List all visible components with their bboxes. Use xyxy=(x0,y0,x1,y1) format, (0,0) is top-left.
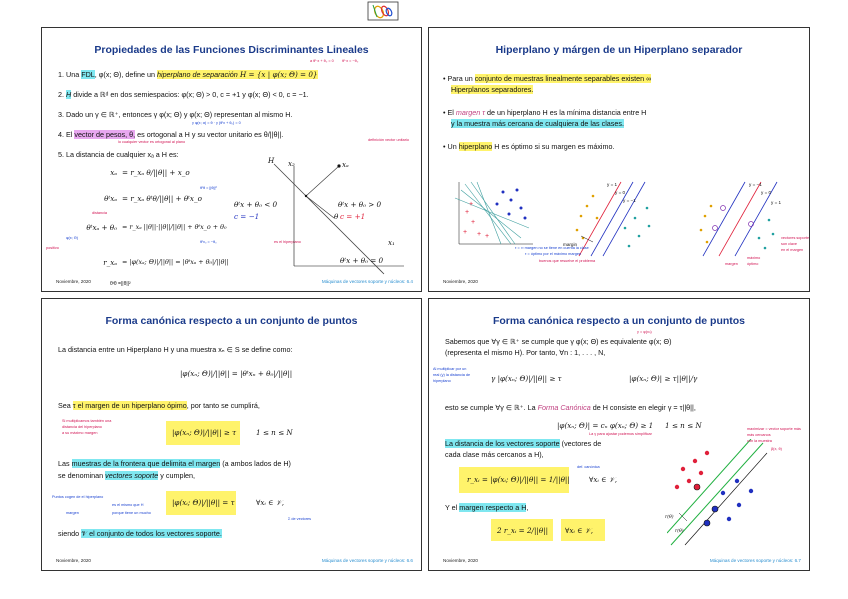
separators-plot xyxy=(451,178,539,250)
paragraph-4: La distancia de los vectores soporte (vectores de xyxy=(445,439,602,448)
annotation: Al multiplicar por un xyxy=(433,367,467,371)
annotation: máximo xyxy=(747,256,761,260)
annotation: a θᵗ·x + θ₀ = 0 xyxy=(310,59,334,63)
plot-label-y0: y = 0 xyxy=(615,190,626,195)
footer-scribble: θᵗθ =||θ||² xyxy=(110,281,131,287)
annotation: def. canónica xyxy=(577,465,600,469)
footer-page: Máquinas de vectores soporte y núcleos: 6.7 xyxy=(709,558,801,563)
annotation: en el margen xyxy=(781,248,804,252)
slide-title: Forma canónica respecto a un conjunto de puntos xyxy=(492,315,746,327)
hyperplane-figure xyxy=(234,156,416,276)
svg-text:+: + xyxy=(471,219,476,226)
annotation: son clave xyxy=(781,242,798,246)
annotation: positivo xyxy=(46,246,59,250)
annotation: distancia xyxy=(92,211,107,215)
svg-text:+: + xyxy=(477,231,482,238)
eq-lhs-2: θᵗxₐ xyxy=(104,194,117,203)
bullet-2-line-2: y la muestra más cercana de cualquiera de las clases. xyxy=(451,119,624,128)
slide-title: Propiedades de las Funciones Discriminantes Lineales xyxy=(94,44,369,56)
paragraph-3: Las muestras de la frontera que delimita el margen (a ambos lados de H) xyxy=(58,459,291,468)
bullet-1-line-2: Hiperplanos separadores. xyxy=(451,85,534,94)
fig-label-pos-side: θᵗx + θ₀ > 0 xyxy=(338,200,382,209)
annotation: porque tiene un mucho xyxy=(112,511,151,515)
slide-6-6 xyxy=(41,298,422,571)
equation-3-cond: ∀xᵢ ∈ 𝒱, xyxy=(589,475,617,484)
svg-text:+: + xyxy=(469,201,474,208)
slide-title: Hiperplano y márgen de un Hiperplano separador xyxy=(495,44,743,56)
eq-rhs-3: = r_xₐ ||θ||·||θ||/||θ|| + θᵗx_o + θ₀ xyxy=(122,223,227,231)
theta-vector xyxy=(306,196,334,218)
fig-label-neg-side: θᵗx + θ₀ < 0 xyxy=(234,200,278,209)
equation-2: |φ(xₙ; Θ)| = cₙ φ(xₙ; Θ) ≥ 1 xyxy=(557,421,654,430)
annotation: real (γ) la distancia de xyxy=(433,373,471,377)
equation-2: |φ(xₙ; Θ)|/||θ|| ≥ τ xyxy=(172,428,237,437)
plot-label-ym1: y = −1 xyxy=(623,198,636,203)
footer-date: Noviembre, 2020 xyxy=(443,558,478,563)
svg-text:+: + xyxy=(485,233,490,240)
annotation: θᵗx₀ = −θ₀ xyxy=(200,240,217,244)
logo-drawing-icon xyxy=(367,1,399,21)
fig-label-xa: xₐ xyxy=(342,160,349,169)
item-3: 3. Dado un γ ∈ ℝ⁺, entonces γ φ(x; Θ) y φ(x; Θ) representan al mismo H. xyxy=(58,110,293,119)
plot3-label-y0: y = 0 xyxy=(761,190,772,195)
annotation: buenos que resuelve el problema xyxy=(539,259,596,263)
slide-6-7 xyxy=(428,298,810,571)
annotation: maximizar = vector soporte más xyxy=(747,427,801,431)
equation-3-cond: ∀xᵢ ∈ 𝒱, xyxy=(256,498,284,507)
equation-3: |φ(xᵢ; Θ)|/||θ|| = τ xyxy=(172,498,235,507)
bullet-3: • Un hiperplano H es óptimo si su margen es máximo. xyxy=(443,142,615,151)
item-2: 2. H divide a ℝᵈ en dos semiespacios: φ(x; Θ) > 0, c = +1 y φ(x; Θ) < 0, c = −1. xyxy=(58,90,309,99)
annotation: definición vector unitario xyxy=(368,138,409,142)
paragraph-1: La distancia entre un Hiperplano H y una muestra xₙ ∈ S se define como: xyxy=(58,345,293,354)
footer-page: Máquinas de vectores soporte y núcleos: 6.4 xyxy=(321,279,413,284)
annotation: a su máximo margen xyxy=(62,431,98,435)
item-5: 5. La distancia de cualquier xₐ a H es: xyxy=(58,150,179,159)
equation-1b: |φ(xₙ; Θ)| ≥ τ||θ||/γ xyxy=(629,374,698,383)
fig-label-zero: θᵗx + θ₀ = 0 xyxy=(340,256,384,265)
annotation: Σ de vectores xyxy=(288,517,312,521)
eq-lhs-4: r_xₐ xyxy=(103,258,117,267)
fig-label-pos-class: c = +1 xyxy=(340,212,366,221)
annotation: γ φ(x; α) = θ · γ (θᵗx + θ₀) = 0 xyxy=(192,121,241,125)
eq-rhs-4: = |φ(xₐ; Θ)|/||θ|| = |θᵗxₐ + θ₀|/||θ|| xyxy=(122,258,229,266)
distance-line xyxy=(306,166,339,196)
footer-page: Máquinas de vectores soporte y núcleos: 6.6 xyxy=(321,558,413,563)
annotation: hiperplano xyxy=(433,379,451,383)
annotation: con la muestra xyxy=(747,439,772,443)
paragraph-5: cada clase más cercanos a H), xyxy=(445,450,544,459)
annotation: γ = φ(xₙ) xyxy=(637,330,652,334)
annotation: Puntos cogen de el hiperplano xyxy=(52,495,104,499)
annotation: lo cualquier vector es ortogonal al plano xyxy=(118,140,186,144)
slide-title: Forma canónica respecto a un conjunto de puntos xyxy=(105,315,358,327)
footer-date: Noviembre, 2020 xyxy=(56,279,91,284)
plot3-label-y1: y = 1 xyxy=(771,200,782,205)
annotation: φ(x; Θ) xyxy=(66,236,78,240)
plot-label-y1: y = 1 xyxy=(607,182,618,187)
annotation: Si multiplicamos también una xyxy=(62,419,112,423)
paragraph-1: Sabemos que ∀γ ∈ ℝ⁺ se cumple que γ φ(x; Θ) es equivalente φ(x; Θ) xyxy=(445,337,672,346)
bullet-1: • Para un conjunto de muestras linealmente separables existen ∞ xyxy=(443,74,652,83)
annotation: θᵗθ = ||θ||² xyxy=(200,186,217,190)
annotation: margen xyxy=(725,262,738,266)
equation-4: 2 r_xᵢ = 2/||θ|| xyxy=(497,526,548,535)
fig-label-neg-class: c = −1 xyxy=(234,212,260,221)
annotation: La γ para ajustar podemos simplificar xyxy=(589,432,652,436)
annotation: τ = ∞ margen no se tiene en cuenta la clase xyxy=(515,246,589,250)
fig-label-h: H xyxy=(268,156,275,165)
slide-6-5 xyxy=(428,27,810,292)
eq-lhs-1: xₐ xyxy=(110,168,117,177)
fig-label-theta: θ xyxy=(334,212,339,221)
annotation: β(x, θ) xyxy=(771,447,782,451)
paragraph-6: Y el margen respecto a H, xyxy=(445,503,529,512)
annotation: es el hiperplano xyxy=(274,240,301,244)
paragraph-3: esto se cumple ∀γ ∈ ℝ⁺. La Forma Canónica de H consiste en elegir γ = τ||θ||, xyxy=(445,403,696,412)
svg-text:+: + xyxy=(463,229,468,236)
svg-text:+: + xyxy=(465,209,470,216)
paragraph-5: siendo 𝒱 el conjunto de todos los vectores soporte. xyxy=(58,529,222,538)
annotation: vectores soporte xyxy=(781,236,810,240)
equation-4-cond: ∀xᵢ ∈ 𝒱, xyxy=(565,526,593,535)
fig-label-r2: r(θ) xyxy=(675,529,684,534)
fig-label-x1: x₁ xyxy=(388,238,395,247)
annotation: más cercanos xyxy=(747,433,771,437)
paragraph-2: (representa el mismo H). Por tanto, ∀n : 1, . . . , N, xyxy=(445,348,606,357)
item-4: 4. El vector de pesos, θ, es ortogonal a H y su vector unitario es θ/||θ||. xyxy=(58,130,284,139)
footer-date: Noviembre, 2020 xyxy=(56,558,91,563)
eq-lhs-3: θᵗxₐ + θ₀ xyxy=(86,223,117,232)
annotation: τ = óptimo por el máximo margen xyxy=(525,252,582,256)
xa-point xyxy=(337,164,340,167)
annotation: es el mismo que H xyxy=(112,503,144,507)
slide-6-4 xyxy=(41,27,422,292)
plot-label-margin: margin xyxy=(563,242,578,247)
eq-rhs-2: = r_xₐ θᵗθ/||θ|| + θᵗx_o xyxy=(122,194,202,203)
top-logo xyxy=(367,1,399,21)
bullet-2: • El margen τ de un hiperplano H es la mínima distancia entre H xyxy=(443,108,647,117)
item-1: 1. Una FDL, φ(x; Θ), define un hiperplano de separación H = {x | φ(x; Θ) = 0} xyxy=(58,70,318,79)
annotation: θᵗ·x = −θ₀ xyxy=(342,59,359,63)
equation-1a: γ |φ(xₙ; Θ)|/||θ|| ≥ τ xyxy=(491,374,562,383)
fig-label-x2: x₂ xyxy=(288,159,295,168)
equation-2-cond: 1 ≤ n ≤ N xyxy=(256,428,293,437)
equation-3: r_xᵢ = |φ(xᵢ; Θ)|/||θ|| = 1/||θ|| xyxy=(467,475,570,484)
plot3-label-ym1: y = −1 xyxy=(749,182,762,187)
eq-rhs-1: = r_xₐ θ/||θ|| + x_o xyxy=(122,168,190,177)
fig-label-r1: r(θ) xyxy=(665,515,674,520)
annotation: margen xyxy=(66,511,79,515)
paragraph-4: se denominan vectores soporte y cumplen, xyxy=(58,471,196,480)
paragraph-2: Sea τ el margen de un hiperplano ópimo, por tanto se cumplirá, xyxy=(58,401,260,410)
xo-point xyxy=(305,195,307,197)
equation-2-cond: 1 ≤ n ≤ N xyxy=(665,421,702,430)
annotation: óptimo xyxy=(747,262,759,266)
equation-1: |φ(xₙ; Θ)|/||θ|| = |θᵗxₙ + θ₀|/||θ|| xyxy=(180,369,293,378)
footer-date: Noviembre, 2020 xyxy=(443,279,478,284)
annotation: distancia del hiperplano xyxy=(62,425,102,429)
